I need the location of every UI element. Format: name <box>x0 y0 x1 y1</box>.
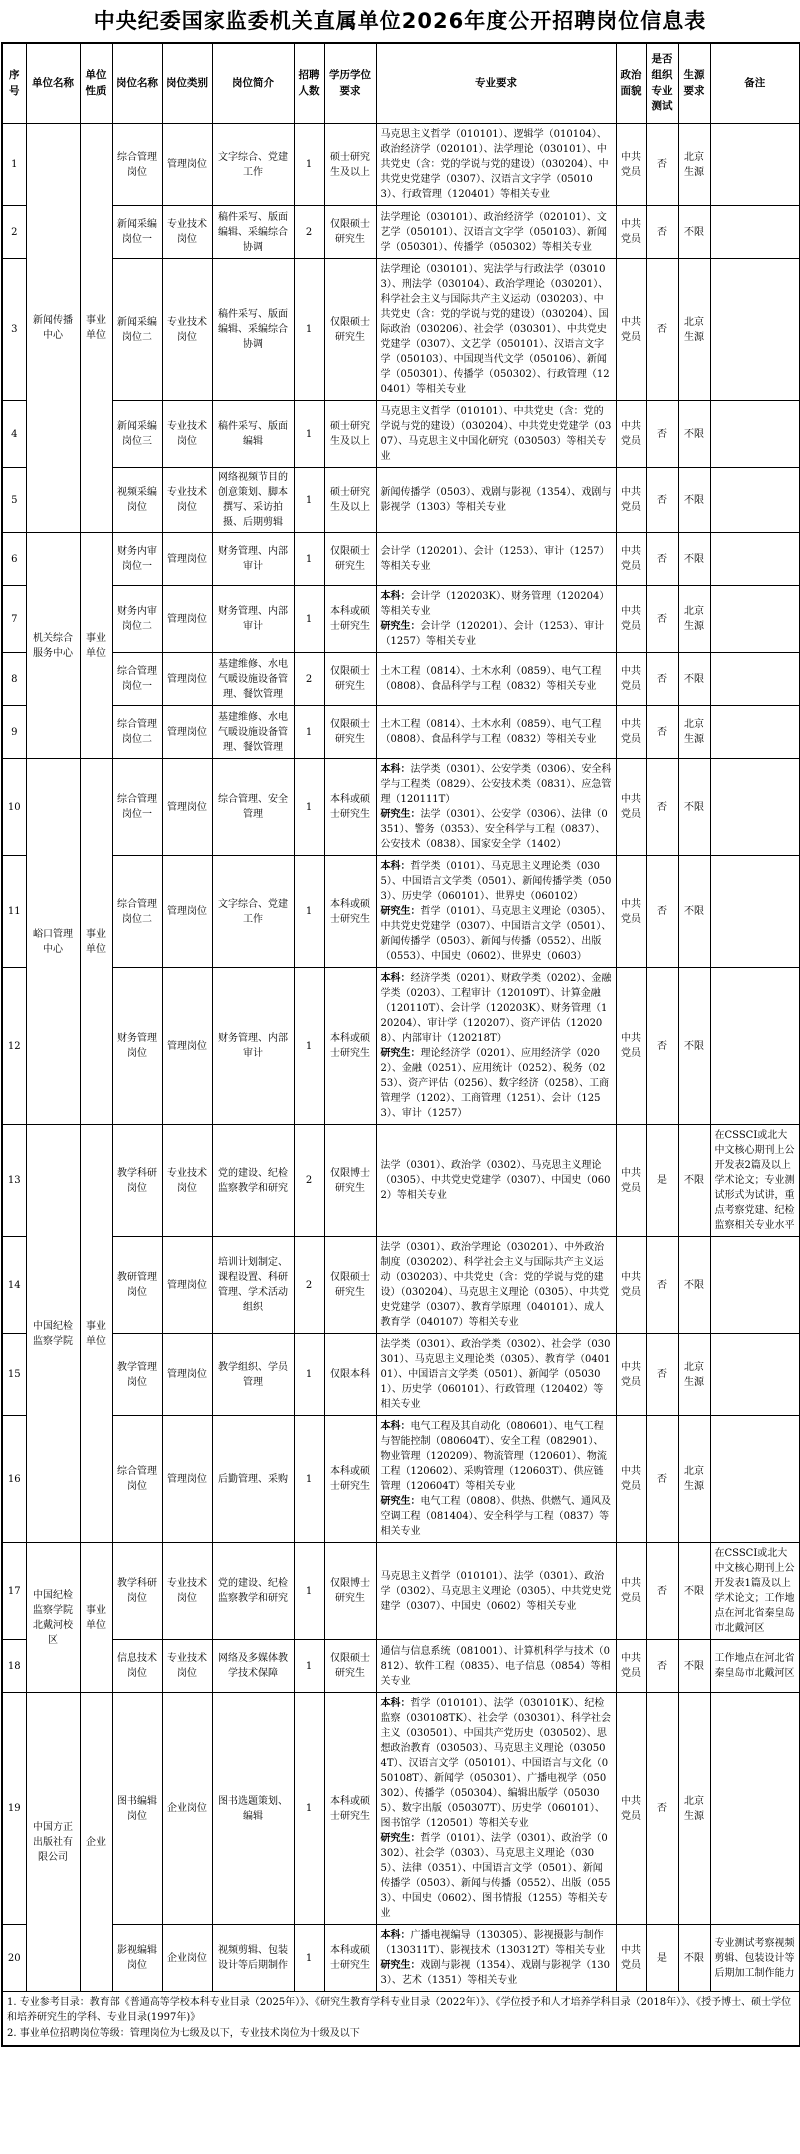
header-row <box>2 43 800 124</box>
education-cell: 仅限硕士研究生 <box>324 1640 376 1693</box>
major-requirement-cell: 土木工程（0814）、土木水利（0859）、电气工程（0808）、食品科学与工程（0832）等相关专业 <box>376 706 616 759</box>
serial-cell: 13 <box>2 1125 26 1237</box>
post-category-cell: 管理岗位 <box>162 706 212 759</box>
serial-cell: 2 <box>2 206 26 259</box>
professional-test-cell: 否 <box>646 968 678 1125</box>
col-header-6: 招聘人数 <box>294 43 324 124</box>
education-cell: 本科或硕士研究生 <box>324 856 376 968</box>
unit-name-cell: 中国方正出版社有限公司 <box>26 1693 80 1992</box>
major-requirement-cell: 本科：哲学（010101）、法学（030101K）、纪检监察（030108TK）、社会学（030301）、科学社会主义（030501）、中国共产党历史（030502）、思想政治教育（030503）、马克思主义理论（030504T）、汉语言文学（050101）、中国语言与文化（050108T）、新闻学（050301）、广播电视学（050302）、传播学（050304）、编辑出版学（050305）、数字出版（050307T）、历史学（060101）、图书馆学（120501）等相关专业 研究生：哲学（0101）、法学（0301）、政治学（0302）、社会学（0303）、马克思主义理论（0305）、法律（0351）、中国语言文学（0501）、新闻传播学（0503）、新闻与传播（0552）、出版（0553）、中国史（0602）、图书情报（1255）等相关专业 <box>376 1693 616 1925</box>
major-requirement-cell: 法学理论（030101）、宪法学与行政法学（030103）、刑法学（030104）、政治学理论（030201）、科学社会主义与国际共产主义运动（030203）、中共党史（含：党的学说与党的建设）（030204）、国际政治（030206）、社会学（030301）、中共党史党建学（0307）、文艺学（050101）、汉语言文字学（050103）、中国现当代文学（050106）、新闻学（050301）、传播学（050302）、行政管理（120401）等相关专业 <box>376 259 616 401</box>
serial-cell: 4 <box>2 401 26 468</box>
post-name-cell: 综合管理岗位一 <box>112 759 162 856</box>
table-row <box>2 206 800 259</box>
post-category-cell: 企业岗位 <box>162 1925 212 1992</box>
post-intro-cell: 稿件采写、版面编辑 <box>212 401 294 468</box>
political-status-cell: 中共党员 <box>616 1125 646 1237</box>
professional-test-cell: 否 <box>646 653 678 706</box>
col-header-5: 岗位简介 <box>212 43 294 124</box>
education-cell: 本科或硕士研究生 <box>324 586 376 653</box>
post-name-cell: 视频采编岗位 <box>112 468 162 533</box>
post-category-cell: 专业技术岗位 <box>162 1543 212 1640</box>
post-name-cell: 综合管理岗位 <box>112 1416 162 1543</box>
professional-test-cell: 否 <box>646 759 678 856</box>
headcount-cell: 1 <box>294 1640 324 1693</box>
col-header-0: 序号 <box>2 43 26 124</box>
post-name-cell: 综合管理岗位二 <box>112 856 162 968</box>
serial-cell: 9 <box>2 706 26 759</box>
education-cell: 硕士研究生及以上 <box>324 124 376 206</box>
remark-cell <box>710 856 800 968</box>
serial-cell: 12 <box>2 968 26 1125</box>
major-requirement-cell: 会计学（120201）、会计（1253）、审计（1257）等相关专业 <box>376 533 616 586</box>
table-row <box>2 401 800 468</box>
table-row <box>2 759 800 856</box>
major-requirement-cell: 本科：经济学类（0201）、财政学类（0202）、金融学类（0203）、工程审计（120109T）、计算金融（120110T）、会计学（120203K）、财务管理（120204）、审计学（120207）、资产评估（120208）、内部审计（120218T） 研究生：理论经济学（0201）、应用经济学（0202）、金融（0251）、应用统计（0252）、税务（0253）、资产评估（0256）、数字经济（0258）、工商管理学（1202）、工商管理（1251）、会计（1253）、审计（1257） <box>376 968 616 1125</box>
student-source-cell: 北京生源 <box>678 124 710 206</box>
education-cell: 本科或硕士研究生 <box>324 1693 376 1925</box>
post-intro-cell: 党的建设、纪检监察教学和研究 <box>212 1125 294 1237</box>
education-cell: 仅限本科 <box>324 1334 376 1416</box>
student-source-cell: 北京生源 <box>678 1693 710 1925</box>
headcount-cell: 1 <box>294 1693 324 1925</box>
headcount-cell: 1 <box>294 1925 324 1992</box>
political-status-cell: 中共党员 <box>616 856 646 968</box>
political-status-cell: 中共党员 <box>616 124 646 206</box>
post-name-cell: 财务内审岗位二 <box>112 586 162 653</box>
professional-test-cell: 否 <box>646 1237 678 1334</box>
headcount-cell: 1 <box>294 533 324 586</box>
major-requirement-cell: 法学（0301）、政治学（0302）、马克思主义理论（0305）、中共党史党建学（0307）、中国史（0602）等相关专业 <box>376 1125 616 1237</box>
education-cell: 仅限博士研究生 <box>324 1125 376 1237</box>
education-cell: 仅限硕士研究生 <box>324 259 376 401</box>
table-row <box>2 1237 800 1334</box>
major-requirement-cell: 本科：广播电视编导（130305）、影视摄影与制作（130311T）、影视技术（130312T）等相关专业 研究生：戏剧与影视（1354）、戏剧与影视学（1303）、艺术（1351）等相关专业 <box>376 1925 616 1992</box>
table-body <box>2 124 800 1992</box>
political-status-cell: 中共党员 <box>616 586 646 653</box>
professional-test-cell: 否 <box>646 1543 678 1640</box>
unit-name-cell: 机关综合服务中心 <box>26 533 80 759</box>
professional-test-cell: 否 <box>646 533 678 586</box>
table-row <box>2 468 800 533</box>
serial-cell: 6 <box>2 533 26 586</box>
col-header-10: 是否组织专业测试 <box>646 43 678 124</box>
serial-cell: 11 <box>2 856 26 968</box>
remark-cell: 专业测试考察视频剪辑、包装设计等后期加工制作能力 <box>710 1925 800 1992</box>
remark-cell <box>710 1334 800 1416</box>
col-header-11: 生源要求 <box>678 43 710 124</box>
post-intro-cell: 财务管理、内部审计 <box>212 533 294 586</box>
headcount-cell: 2 <box>294 1237 324 1334</box>
serial-cell: 18 <box>2 1640 26 1693</box>
political-status-cell: 中共党员 <box>616 206 646 259</box>
political-status-cell: 中共党员 <box>616 1334 646 1416</box>
headcount-cell: 1 <box>294 759 324 856</box>
post-category-cell: 专业技术岗位 <box>162 1125 212 1237</box>
student-source-cell: 不限 <box>678 968 710 1125</box>
political-status-cell: 中共党员 <box>616 1237 646 1334</box>
student-source-cell: 不限 <box>678 533 710 586</box>
table-row <box>2 1693 800 1925</box>
remark-cell <box>710 706 800 759</box>
education-cell: 仅限硕士研究生 <box>324 1237 376 1334</box>
post-intro-cell: 基建维修、水电气暖设施设备管理、餐饮管理 <box>212 706 294 759</box>
col-header-7: 学历学位要求 <box>324 43 376 124</box>
footnote-2: 2. 事业单位招聘岗位等级：管理岗位为七级及以下，专业技术岗位为十级及以下 <box>7 2028 360 2039</box>
post-name-cell: 教学管理岗位 <box>112 1334 162 1416</box>
post-intro-cell: 党的建设、纪检监察教学和研究 <box>212 1543 294 1640</box>
headcount-cell: 1 <box>294 468 324 533</box>
political-status-cell: 中共党员 <box>616 1693 646 1925</box>
headcount-cell: 2 <box>294 1125 324 1237</box>
remark-cell <box>710 401 800 468</box>
headcount-cell: 1 <box>294 706 324 759</box>
student-source-cell: 不限 <box>678 401 710 468</box>
post-intro-cell: 文字综合、党建工作 <box>212 124 294 206</box>
major-requirement-cell: 通信与信息系统（081001）、计算机科学与技术（0812）、软件工程（0835）、电子信息（0854）等相关专业 <box>376 1640 616 1693</box>
political-status-cell: 中共党员 <box>616 401 646 468</box>
serial-cell: 5 <box>2 468 26 533</box>
post-intro-cell: 网络视频节目的创意策划、脚本撰写、采访拍摄、后期剪辑 <box>212 468 294 533</box>
remark-cell <box>710 1416 800 1543</box>
unit-name-cell: 峪口管理中心 <box>26 759 80 1125</box>
post-intro-cell: 图书选题策划、编辑 <box>212 1693 294 1925</box>
post-name-cell: 综合管理岗位一 <box>112 653 162 706</box>
headcount-cell: 1 <box>294 401 324 468</box>
remark-cell <box>710 468 800 533</box>
post-intro-cell: 视频剪辑、包装设计等后期制作 <box>212 1925 294 1992</box>
education-cell: 硕士研究生及以上 <box>324 468 376 533</box>
major-requirement-cell: 马克思主义哲学（010101）、法学（0301）、政治学（0302）、马克思主义理论（0305）、中共党史党建学（0307）、中国史（0602）等相关专业 <box>376 1543 616 1640</box>
post-category-cell: 管理岗位 <box>162 586 212 653</box>
remark-cell <box>710 586 800 653</box>
serial-cell: 19 <box>2 1693 26 1925</box>
remark-cell <box>710 968 800 1125</box>
post-category-cell: 专业技术岗位 <box>162 259 212 401</box>
professional-test-cell: 否 <box>646 856 678 968</box>
professional-test-cell: 否 <box>646 259 678 401</box>
education-cell: 本科或硕士研究生 <box>324 1416 376 1543</box>
table-row <box>2 653 800 706</box>
remark-cell <box>710 206 800 259</box>
post-name-cell: 教学科研岗位 <box>112 1543 162 1640</box>
footnotes-cell <box>2 1992 800 2047</box>
student-source-cell: 不限 <box>678 1237 710 1334</box>
post-category-cell: 管理岗位 <box>162 1334 212 1416</box>
major-requirement-cell: 土木工程（0814）、土木水利（0859）、电气工程（0808）、食品科学与工程（0832）等相关专业 <box>376 653 616 706</box>
student-source-cell: 北京生源 <box>678 706 710 759</box>
post-category-cell: 专业技术岗位 <box>162 1640 212 1693</box>
post-intro-cell: 综合管理、安全管理 <box>212 759 294 856</box>
education-cell: 硕士研究生及以上 <box>324 401 376 468</box>
unit-nature-cell: 事业单位 <box>80 124 112 533</box>
headcount-cell: 1 <box>294 259 324 401</box>
headcount-cell: 1 <box>294 1543 324 1640</box>
table-row <box>2 1334 800 1416</box>
serial-cell: 14 <box>2 1237 26 1334</box>
headcount-cell: 1 <box>294 968 324 1125</box>
footnotes-row <box>2 1992 800 2047</box>
table-row <box>2 706 800 759</box>
remark-cell: 工作地点在河北省秦皇岛市北戴河区 <box>710 1640 800 1693</box>
serial-cell: 17 <box>2 1543 26 1640</box>
post-name-cell: 新闻采编岗位三 <box>112 401 162 468</box>
professional-test-cell: 否 <box>646 1334 678 1416</box>
remark-cell: 在CSSCI或北大中文核心期刊上公开发表2篇及以上学术论文；专业测试形式为试讲，重点考察党建、纪检监察相关专业水平 <box>710 1125 800 1237</box>
major-requirement-cell: 本科：会计学（120203K）、财务管理（120204）等相关专业 研究生：会计学（120201）、会计（1253）、审计（1257）等相关专业 <box>376 586 616 653</box>
post-intro-cell: 教学组织、学员管理 <box>212 1334 294 1416</box>
professional-test-cell: 否 <box>646 206 678 259</box>
professional-test-cell: 否 <box>646 401 678 468</box>
student-source-cell: 不限 <box>678 1640 710 1693</box>
unit-nature-cell: 事业单位 <box>80 759 112 1125</box>
unit-nature-cell: 事业单位 <box>80 1125 112 1543</box>
political-status-cell: 中共党员 <box>616 1543 646 1640</box>
col-header-3: 岗位名称 <box>112 43 162 124</box>
unit-nature-cell: 事业单位 <box>80 1543 112 1693</box>
headcount-cell: 2 <box>294 206 324 259</box>
post-category-cell: 专业技术岗位 <box>162 401 212 468</box>
professional-test-cell: 否 <box>646 1693 678 1925</box>
col-header-1: 单位名称 <box>26 43 80 124</box>
major-requirement-cell: 法学类（0301）、政治学类（0302）、社会学（030301）、马克思主义理论类（0305）、教育学（040101）、中国语言文学类（0501）、新闻学（050301）、历史学（060101）、行政管理（120402）等相关专业 <box>376 1334 616 1416</box>
major-requirement-cell: 本科：哲学类（0101）、马克思主义理论类（0305）、中国语言文学类（0501）、新闻传播学类（0503）、历史学（060101）、世界史（060102） 研究生：哲学（0101）、马克思主义理论（0305）、中共党史党建学（0307）、中国语言文学（0501）、新闻传播学（0503）、新闻与传播（0552）、出版（0553）、中国史（0602）、世界史（0603） <box>376 856 616 968</box>
serial-cell: 15 <box>2 1334 26 1416</box>
professional-test-cell: 是 <box>646 1125 678 1237</box>
education-cell: 本科或硕士研究生 <box>324 968 376 1125</box>
col-header-2: 单位性质 <box>80 43 112 124</box>
post-name-cell: 信息技术岗位 <box>112 1640 162 1693</box>
unit-name-cell: 中国纪检监察学院 <box>26 1125 80 1543</box>
unit-nature-cell: 企业 <box>80 1693 112 1992</box>
education-cell: 仅限博士研究生 <box>324 1543 376 1640</box>
political-status-cell: 中共党员 <box>616 1925 646 1992</box>
student-source-cell: 不限 <box>678 1543 710 1640</box>
post-name-cell: 财务内审岗位一 <box>112 533 162 586</box>
political-status-cell: 中共党员 <box>616 706 646 759</box>
student-source-cell: 不限 <box>678 653 710 706</box>
post-name-cell: 财务管理岗位 <box>112 968 162 1125</box>
post-category-cell: 管理岗位 <box>162 856 212 968</box>
col-header-4: 岗位类别 <box>162 43 212 124</box>
post-category-cell: 管理岗位 <box>162 533 212 586</box>
remark-cell: 在CSSCI或北大中文核心期刊上公开发表1篇及以上学术论文；工作地点在河北省秦皇岛市北戴河区 <box>710 1543 800 1640</box>
political-status-cell: 中共党员 <box>616 259 646 401</box>
political-status-cell: 中共党员 <box>616 653 646 706</box>
political-status-cell: 中共党员 <box>616 1416 646 1543</box>
education-cell: 仅限硕士研究生 <box>324 533 376 586</box>
student-source-cell: 北京生源 <box>678 1416 710 1543</box>
education-cell: 仅限硕士研究生 <box>324 206 376 259</box>
post-intro-cell: 网络及多媒体教学技术保障 <box>212 1640 294 1693</box>
col-header-12: 备注 <box>710 43 800 124</box>
headcount-cell: 1 <box>294 586 324 653</box>
table-row <box>2 1125 800 1237</box>
post-intro-cell: 培训计划制定、课程设置、科研管理、学术活动组织 <box>212 1237 294 1334</box>
political-status-cell: 中共党员 <box>616 1640 646 1693</box>
post-intro-cell: 稿件采写、版面编辑、采编综合协调 <box>212 206 294 259</box>
table-row <box>2 533 800 586</box>
table-row <box>2 1416 800 1543</box>
post-intro-cell: 财务管理、内部审计 <box>212 968 294 1125</box>
major-requirement-cell: 新闻传播学（0503）、戏剧与影视（1354）、戏剧与影视学（1303）等相关专业 <box>376 468 616 533</box>
student-source-cell: 北京生源 <box>678 259 710 401</box>
table-row <box>2 856 800 968</box>
remark-cell <box>710 759 800 856</box>
serial-cell: 20 <box>2 1925 26 1992</box>
student-source-cell: 不限 <box>678 468 710 533</box>
post-category-cell: 管理岗位 <box>162 1416 212 1543</box>
table-header <box>2 43 800 124</box>
table-row <box>2 586 800 653</box>
political-status-cell: 中共党员 <box>616 759 646 856</box>
serial-cell: 3 <box>2 259 26 401</box>
page-title: 中央纪委国家监委机关直属单位2026年度公开招聘岗位信息表 <box>93 9 707 33</box>
serial-cell: 1 <box>2 124 26 206</box>
major-requirement-cell: 法学（0301）、政治学理论（030201）、中外政治制度（030202）、科学社会主义与国际共产主义运动（030203）、中共党史（含：党的学说与党的建设）（030204）、马克思主义理论（0305）、中共党史党建学（0307）、教育学原理（040101）、成人教育学（040107）等相关专业 <box>376 1237 616 1334</box>
professional-test-cell: 是 <box>646 1925 678 1992</box>
serial-cell: 7 <box>2 586 26 653</box>
major-requirement-cell: 马克思主义哲学（010101）、逻辑学（010104）、政治经济学（020101）、法学理论（030101）、中共党史（含：党的学说与党的建设）（030204）、中共党史党建学（0307）、汉语言文字学（050103）、行政管理（120401）等相关专业 <box>376 124 616 206</box>
footnote-1: 1. 专业参考目录：教育部《普通高等学校本科专业目录（2025年）》、《研究生教育学科专业目录（2022年）》、《学位授予和人才培养学科目录（2018年）》、《授予博士、硕士学位和培养研究生的学科、专业目录(1997年)》 <box>7 1997 792 2023</box>
remark-cell <box>710 533 800 586</box>
unit-nature-cell: 事业单位 <box>80 533 112 759</box>
student-source-cell: 不限 <box>678 759 710 856</box>
unit-name-cell: 新闻传播中心 <box>26 124 80 533</box>
remark-cell <box>710 653 800 706</box>
post-name-cell: 图书编辑岗位 <box>112 1693 162 1925</box>
headcount-cell: 2 <box>294 653 324 706</box>
headcount-cell: 1 <box>294 1334 324 1416</box>
major-requirement-cell: 法学理论（030101）、政治经济学（020101）、文艺学（050101）、汉语言文字学（050103）、新闻学（050301）、传播学（050302）等相关专业 <box>376 206 616 259</box>
professional-test-cell: 否 <box>646 1416 678 1543</box>
post-name-cell: 教研管理岗位 <box>112 1237 162 1334</box>
post-name-cell: 新闻采编岗位一 <box>112 206 162 259</box>
post-intro-cell: 基建维修、水电气暖设施设备管理、餐饮管理 <box>212 653 294 706</box>
post-category-cell: 企业岗位 <box>162 1693 212 1925</box>
professional-test-cell: 否 <box>646 468 678 533</box>
student-source-cell: 北京生源 <box>678 586 710 653</box>
remark-cell <box>710 124 800 206</box>
table-row <box>2 1925 800 1992</box>
post-name-cell: 影视编辑岗位 <box>112 1925 162 1992</box>
remark-cell <box>710 1693 800 1925</box>
major-requirement-cell: 本科：法学类（0301）、公安学类（0306）、安全科学与工程类（0829）、公安技术类（0831）、应急管理（120111T） 研究生：法学（0301）、公安学（0306）、法律（0351）、警务（0353）、安全科学与工程（0837）、公安技术（0838）、国家安全学（1402） <box>376 759 616 856</box>
student-source-cell: 北京生源 <box>678 1334 710 1416</box>
education-cell: 本科或硕士研究生 <box>324 759 376 856</box>
post-category-cell: 管理岗位 <box>162 653 212 706</box>
table-row <box>2 259 800 401</box>
post-intro-cell: 后勤管理、采购 <box>212 1416 294 1543</box>
headcount-cell: 1 <box>294 856 324 968</box>
major-requirement-cell: 马克思主义哲学（010101）、中共党史（含：党的学说与党的建设）（030204）、中共党史党建学（0307）、马克思主义中国化研究（030503）等相关专业 <box>376 401 616 468</box>
serial-cell: 10 <box>2 759 26 856</box>
post-category-cell: 管理岗位 <box>162 759 212 856</box>
post-name-cell: 教学科研岗位 <box>112 1125 162 1237</box>
post-category-cell: 管理岗位 <box>162 124 212 206</box>
col-header-8: 专业要求 <box>376 43 616 124</box>
recruitment-table <box>1 42 800 2047</box>
professional-test-cell: 否 <box>646 1640 678 1693</box>
education-cell: 仅限硕士研究生 <box>324 706 376 759</box>
post-intro-cell: 稿件采写、版面编辑、采编综合协调 <box>212 259 294 401</box>
table-row <box>2 1640 800 1693</box>
professional-test-cell: 否 <box>646 124 678 206</box>
professional-test-cell: 否 <box>646 706 678 759</box>
education-cell: 本科或硕士研究生 <box>324 1925 376 1992</box>
student-source-cell: 不限 <box>678 206 710 259</box>
post-name-cell: 综合管理岗位二 <box>112 706 162 759</box>
post-category-cell: 管理岗位 <box>162 1237 212 1334</box>
professional-test-cell: 否 <box>646 586 678 653</box>
table-row <box>2 1543 800 1640</box>
table-row <box>2 968 800 1125</box>
student-source-cell: 不限 <box>678 1925 710 1992</box>
headcount-cell: 1 <box>294 124 324 206</box>
post-category-cell: 专业技术岗位 <box>162 468 212 533</box>
unit-name-cell: 中国纪检监察学院北戴河校区 <box>26 1543 80 1693</box>
post-category-cell: 专业技术岗位 <box>162 206 212 259</box>
student-source-cell: 不限 <box>678 856 710 968</box>
serial-cell: 8 <box>2 653 26 706</box>
remark-cell <box>710 1237 800 1334</box>
headcount-cell: 1 <box>294 1416 324 1543</box>
post-intro-cell: 财务管理、内部审计 <box>212 586 294 653</box>
post-name-cell: 综合管理岗位 <box>112 124 162 206</box>
student-source-cell: 不限 <box>678 1125 710 1237</box>
political-status-cell: 中共党员 <box>616 968 646 1125</box>
post-intro-cell: 文字综合、党建工作 <box>212 856 294 968</box>
political-status-cell: 中共党员 <box>616 533 646 586</box>
remark-cell <box>710 259 800 401</box>
major-requirement-cell: 本科：电气工程及其自动化（080601）、电气工程与智能控制（080604T）、安全工程（082901）、物业管理（120209）、物流管理（120601）、物流工程（120602）、采购管理（120603T）、供应链管理（120604T）等相关专业 研究生：电气工程（0808）、供热、供燃气、通风及空调工程（081404）、安全科学与工程（0837）等相关专业 <box>376 1416 616 1543</box>
post-category-cell: 管理岗位 <box>162 968 212 1125</box>
col-header-9: 政治面貌 <box>616 43 646 124</box>
table-row <box>2 124 800 206</box>
political-status-cell: 中共党员 <box>616 468 646 533</box>
education-cell: 仅限硕士研究生 <box>324 653 376 706</box>
post-name-cell: 新闻采编岗位二 <box>112 259 162 401</box>
serial-cell: 16 <box>2 1416 26 1543</box>
